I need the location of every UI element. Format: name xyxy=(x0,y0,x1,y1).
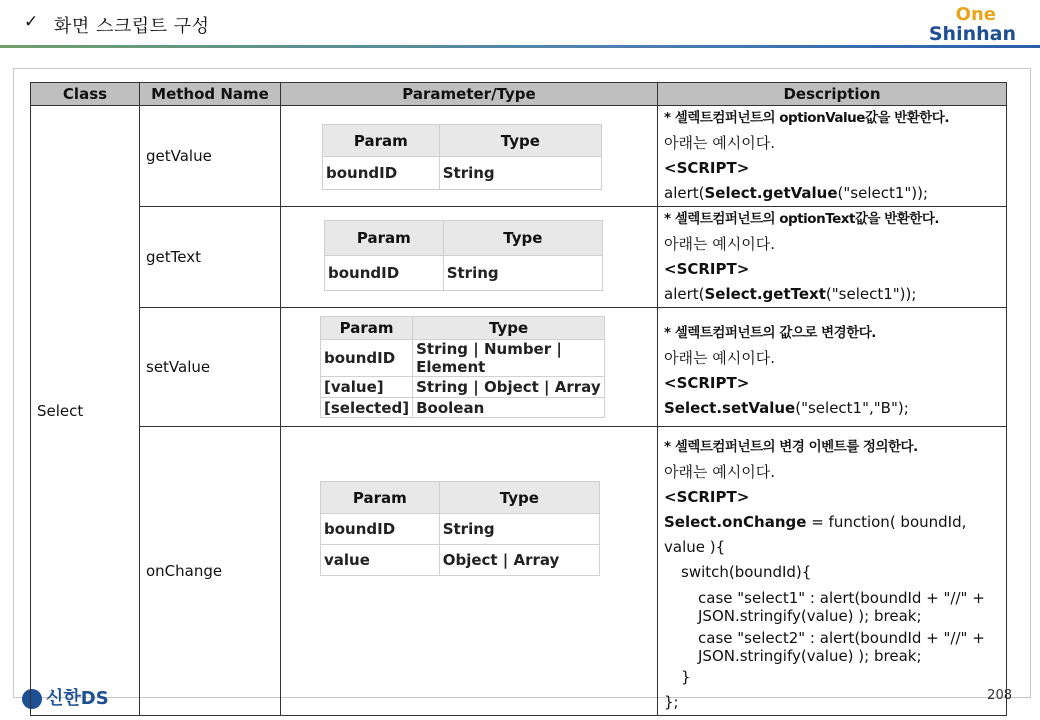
page-number: 208 xyxy=(987,688,1012,703)
description-cell xyxy=(658,207,1007,308)
code-method: Select.onChange xyxy=(664,513,807,531)
param-type: String | Number | Element xyxy=(413,340,605,377)
script-tag: <SCRIPT> xyxy=(664,260,750,278)
param-name: value xyxy=(321,545,440,576)
table-row xyxy=(31,207,1007,308)
column-header: Method Name xyxy=(140,83,281,106)
header-divider xyxy=(0,45,1040,48)
param-table xyxy=(320,481,600,576)
param-name: [selected] xyxy=(321,398,413,418)
method-name: getText xyxy=(140,207,281,308)
param-type: Object | Array xyxy=(439,545,599,576)
param-type: String xyxy=(443,256,602,291)
logo-shinhan: Shinhan xyxy=(928,23,1016,45)
type-header: Type xyxy=(439,125,601,157)
code-method: Select.getValue xyxy=(704,184,838,202)
code-text: ("select1")); xyxy=(825,285,917,303)
param-header: Param xyxy=(325,221,444,256)
script-tag: <SCRIPT> xyxy=(664,488,750,506)
code-text: ("select1")); xyxy=(837,184,929,202)
desc-heading: * 셀렉트컴퍼넌트의 optionText값을 반환한다. xyxy=(664,211,939,227)
script-tag: <SCRIPT> xyxy=(664,159,750,177)
desc-heading: * 셀렉트컴퍼넌트의 값으로 변경한다. xyxy=(664,325,876,341)
table-row xyxy=(31,308,1007,427)
code-text: ("select1","B"); xyxy=(795,399,909,417)
type-header: Type xyxy=(413,317,605,340)
param-name: boundID xyxy=(321,340,413,377)
desc-line: 아래는 예시이다. xyxy=(664,134,775,152)
param-table xyxy=(324,220,603,291)
code-method: Select.getText xyxy=(704,285,826,303)
footer-company: 신한DS xyxy=(46,688,109,709)
desc-line: 아래는 예시이다. xyxy=(664,463,775,481)
logo-one: One xyxy=(955,4,996,25)
param-table xyxy=(322,124,602,190)
param-name: boundID xyxy=(325,256,444,291)
code-text: alert( xyxy=(664,285,705,303)
column-header: Description xyxy=(658,83,1007,106)
company-logo xyxy=(929,6,1016,44)
script-tag: <SCRIPT> xyxy=(664,374,750,392)
param-name: boundID xyxy=(321,514,440,545)
param-name: [value] xyxy=(321,377,413,398)
desc-line: 아래는 예시이다. xyxy=(664,349,775,367)
column-header: Class xyxy=(31,83,140,106)
param-cell xyxy=(281,106,658,207)
param-header: Param xyxy=(323,125,440,157)
page-title: 화면 스크립트 구성 xyxy=(54,16,210,37)
description-cell xyxy=(658,106,1007,207)
code-text: = function( boundId, value ){ xyxy=(664,513,967,556)
code-line xyxy=(664,181,1000,206)
type-header: Type xyxy=(439,482,599,514)
param-type: String | Object | Array xyxy=(413,377,605,398)
param-cell xyxy=(281,427,658,716)
desc-line: 아래는 예시이다. xyxy=(664,235,775,253)
param-header: Param xyxy=(321,317,413,340)
code-method: Select.setValue xyxy=(664,399,796,417)
param-cell xyxy=(281,308,658,427)
description-cell xyxy=(658,427,1007,716)
param-type: Boolean xyxy=(413,398,605,418)
code-line xyxy=(664,396,1000,421)
class-cell: Select xyxy=(31,106,140,716)
code-line: }; xyxy=(664,693,679,711)
code-line xyxy=(664,510,1000,560)
param-header: Param xyxy=(321,482,440,514)
method-name: getValue xyxy=(140,106,281,207)
description-cell xyxy=(658,308,1007,427)
method-name: onChange xyxy=(140,427,281,716)
code-line xyxy=(664,282,1000,307)
code-line: case "select2" : alert(boundId + "//" + JSON.stringify(value) ); break; xyxy=(698,629,985,665)
param-type: String xyxy=(439,157,601,190)
code-line: switch(boundId){ xyxy=(681,563,812,581)
param-cell xyxy=(281,207,658,308)
page-header xyxy=(0,0,1040,48)
column-header: Parameter/Type xyxy=(281,83,658,106)
desc-heading: * 셀렉트컴퍼넌트의 변경 이벤트를 정의한다. xyxy=(664,439,918,455)
code-text: alert( xyxy=(664,184,705,202)
param-table xyxy=(320,316,605,418)
desc-heading: * 셀렉트컴퍼넌트의 optionValue값을 반환한다. xyxy=(664,110,949,126)
param-type: String xyxy=(439,514,599,545)
code-line: case "select1" : alert(boundId + "//" + JSON.stringify(value) ); break; xyxy=(698,589,985,625)
checkmark-icon: ✓ xyxy=(24,12,39,32)
code-line: } xyxy=(681,668,691,686)
table-row xyxy=(31,106,1007,207)
type-header: Type xyxy=(443,221,602,256)
param-name: boundID xyxy=(323,157,440,190)
table-row xyxy=(31,427,1007,716)
table-header-row xyxy=(31,83,1007,106)
method-name: setValue xyxy=(140,308,281,427)
method-table xyxy=(30,82,1007,716)
